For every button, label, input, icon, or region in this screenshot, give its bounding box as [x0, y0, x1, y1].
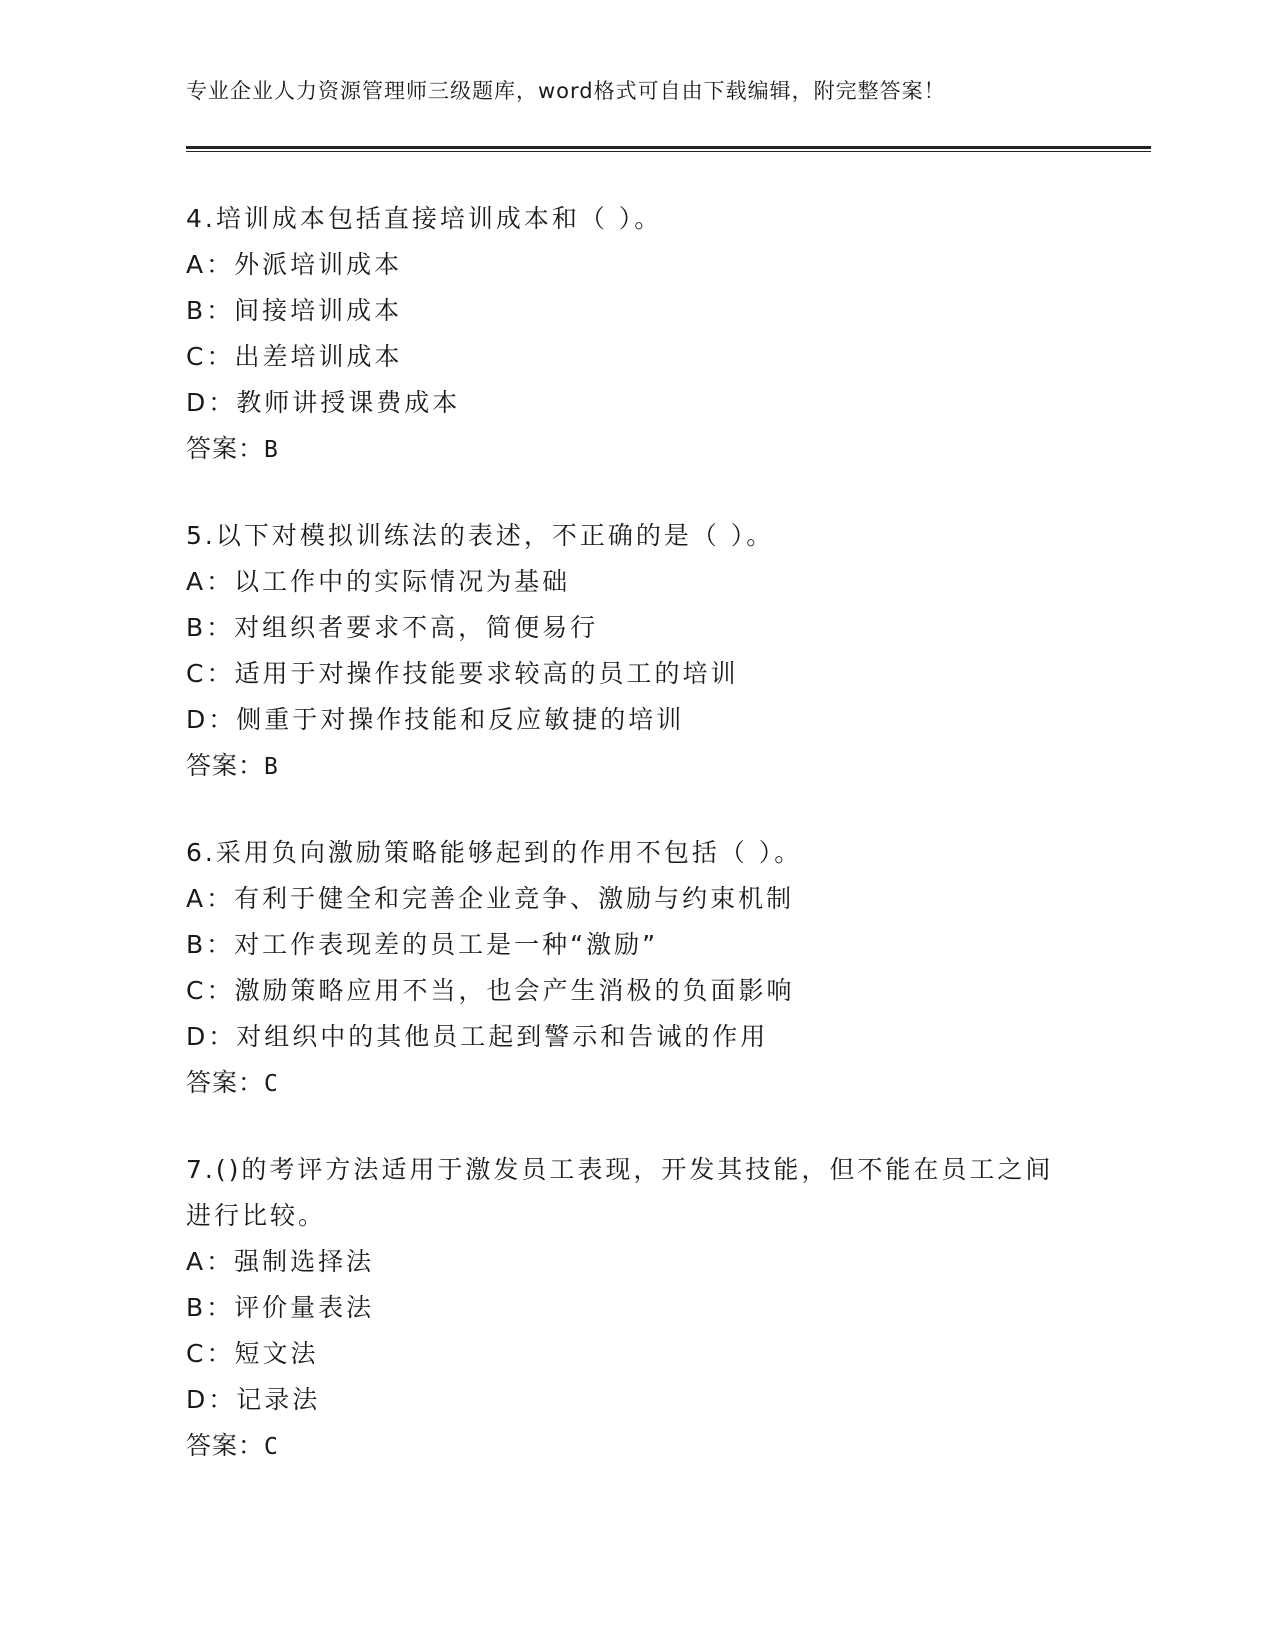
answer-line: [186, 426, 1086, 472]
answer-value: B: [264, 754, 279, 780]
option-a: A：有利于健全和完善企业竞争、激励与约束机制: [186, 884, 795, 913]
answer-line: [186, 1423, 1056, 1469]
option-b: B：对工作表现差的员工是一种“激励”: [186, 930, 659, 959]
option-d: D：侧重于对操作技能和反应敏捷的培训: [186, 705, 685, 734]
option-b: B：间接培训成本: [186, 296, 403, 325]
header-text: 专业企业人力资源管理师三级题库，word格式可自由下载编辑，附完整答案！: [186, 79, 946, 103]
answer-value: B: [264, 437, 279, 463]
answer-value: C: [264, 1434, 279, 1460]
option-a: A：以工作中的实际情况为基础: [186, 567, 571, 596]
question-7: [186, 1147, 1056, 1469]
question-stem: 5.以下对模拟训练法的表述，不正确的是（ ）。: [186, 521, 775, 550]
answer-label: 答案：: [186, 1431, 265, 1460]
answer-label: 答案：: [186, 1068, 265, 1097]
question-stem: 7.()的考评方法适用于激发员工表现，开发其技能，但不能在员工之间进行比较。: [186, 1155, 1054, 1230]
option-a: A：强制选择法: [186, 1247, 375, 1276]
answer-value: C: [264, 1071, 279, 1097]
question-6: [186, 830, 1086, 1106]
question-stem: 4.培训成本包括直接培训成本和（ ）。: [186, 204, 663, 233]
option-d: D：教师讲授课费成本: [186, 388, 461, 417]
option-d: D：记录法: [186, 1385, 321, 1414]
header-rule-thick: [186, 146, 1151, 149]
answer-label: 答案：: [186, 751, 265, 780]
question-stem: 6.采用负向激励策略能够起到的作用不包括（ ）。: [186, 838, 803, 867]
question-4: [186, 196, 1086, 472]
header-rule-thin: [186, 151, 1151, 152]
option-d: D：对组织中的其他员工起到警示和告诫的作用: [186, 1022, 769, 1051]
option-c: C：激励策略应用不当，也会产生消极的负面影响: [186, 976, 795, 1005]
answer-line: [186, 743, 1086, 789]
option-c: C：适用于对操作技能要求较高的员工的培训: [186, 659, 739, 688]
option-c: C：出差培训成本: [186, 342, 403, 371]
option-b: B：对组织者要求不高，简便易行: [186, 613, 599, 642]
answer-line: [186, 1060, 1086, 1106]
question-5: [186, 513, 1086, 789]
option-b: B：评价量表法: [186, 1293, 375, 1322]
option-c: C：短文法: [186, 1339, 319, 1368]
option-a: A：外派培训成本: [186, 250, 403, 279]
answer-label: 答案：: [186, 434, 265, 463]
